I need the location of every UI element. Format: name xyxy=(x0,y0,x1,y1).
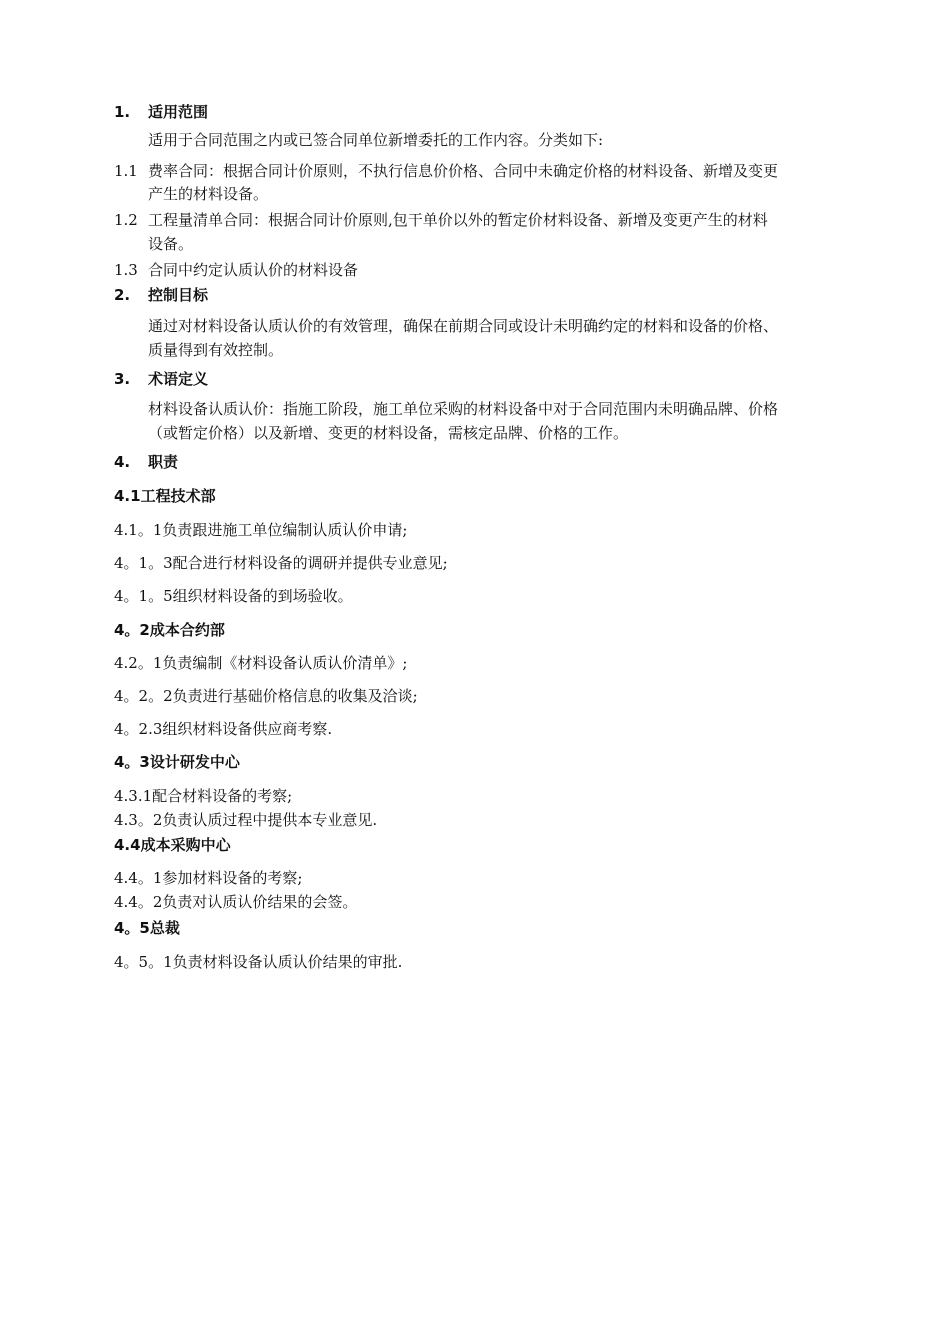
subsection-4-2-title: 4。2成本合约部 xyxy=(114,621,225,639)
item-1-3 xyxy=(114,260,358,280)
section-number: 3. xyxy=(114,370,131,388)
subsection-4-5-title: 4。5总裁 xyxy=(114,919,180,937)
section-4-heading xyxy=(114,452,178,472)
section-2-text-line1: 通过对材料设备认质认价的有效管理，确保在前期合同或设计未明确约定的材料和设备的价格、 xyxy=(148,317,779,335)
subsection-item: 4。5。1负责材料设备认质认价结果的审批. xyxy=(114,953,403,971)
section-2-heading xyxy=(114,285,208,305)
item-text: 工程量清单合同：根据合同计价原则,包干单价以外的暂定价材料设备、新增及变更产生的材料 xyxy=(148,211,768,229)
section-title: 适用范围 xyxy=(148,103,209,121)
section-number: 2. xyxy=(114,286,131,304)
item-1-1-line1 xyxy=(114,161,778,181)
item-text: 合同中约定认质认价的材料设备 xyxy=(148,261,359,279)
item-1-1-line2: 产生的材料设备。 xyxy=(148,185,269,203)
item-1-2-line1 xyxy=(114,210,768,230)
section-3-text-line2: （或暂定价格）以及新增、变更的材料设备，需核定品牌、价格的工作。 xyxy=(148,424,629,442)
item-1-2-line2: 设备。 xyxy=(148,235,194,253)
section-title: 术语定义 xyxy=(148,370,209,388)
subsection-item: 4.3。2负责认质过程中提供本专业意见. xyxy=(114,811,378,829)
section-3-text-line1: 材料设备认质认价：指施工阶段，施工单位采购的材料设备中对于合同范围内未明确品牌、价格 xyxy=(148,400,779,418)
subsection-item: 4。2。2负责进行基础价格信息的收集及洽谈; xyxy=(114,687,418,705)
item-text: 费率合同：根据合同计价原则，不执行信息价价格、合同中未确定价格的材料设备、新增及变更 xyxy=(148,162,779,180)
section-number: 1. xyxy=(114,103,131,121)
section-1-intro: 适用于合同范围之内或已签合同单位新增委托的工作内容。分类如下: xyxy=(148,131,604,149)
section-title: 职责 xyxy=(148,453,179,471)
subsection-item: 4.4。1参加材料设备的考察; xyxy=(114,869,303,887)
section-2-text-line2: 质量得到有效控制。 xyxy=(148,341,284,359)
subsection-item: 4.3.1配合材料设备的考察; xyxy=(114,787,293,805)
subsection-item: 4。1。5组织材料设备的到场验收。 xyxy=(114,587,353,605)
section-number: 4. xyxy=(114,453,131,471)
subsection-item: 4.4。2负责对认质认价结果的会签。 xyxy=(114,893,358,911)
item-number: 1.2 xyxy=(114,211,138,229)
subsection-4-3-title: 4。3设计研发中心 xyxy=(114,753,240,771)
subsection-4-4-title: 4.4成本采购中心 xyxy=(114,836,231,854)
item-number: 1.3 xyxy=(114,261,138,279)
subsection-item: 4.2。1负责编制《材料设备认质认价清单》; xyxy=(114,654,408,672)
subsection-item: 4。2.3组织材料设备供应商考察. xyxy=(114,720,333,738)
subsection-item: 4。1。3配合进行材料设备的调研并提供专业意见; xyxy=(114,554,448,572)
section-1-heading xyxy=(114,102,208,122)
item-number: 1.1 xyxy=(114,162,138,180)
subsection-4-1-title: 4.1工程技术部 xyxy=(114,487,216,505)
section-3-heading xyxy=(114,369,208,389)
section-title: 控制目标 xyxy=(148,286,209,304)
subsection-item: 4.1。1负责跟进施工单位编制认质认价申请; xyxy=(114,521,408,539)
